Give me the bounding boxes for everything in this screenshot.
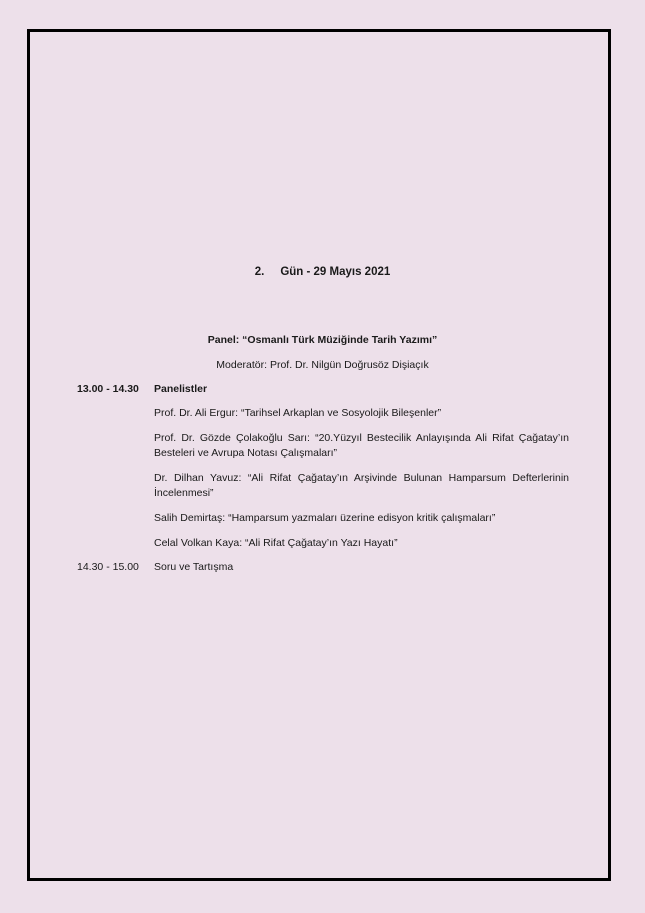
day-title: Gün - 29 Mayıs 2021 <box>280 266 391 278</box>
day-heading <box>0 266 645 278</box>
panelist-item: Salih Demirtaş: “Hamparsum yazmaları üzerine edisyon kritik çalışmaları” <box>154 512 496 524</box>
panel-title: Panel: “Osmanlı Türk Müziğinde Tarih Yazımı” <box>207 334 438 346</box>
session-time: 14.30 - 15.00 <box>77 561 139 573</box>
day-number: 2. <box>254 266 265 278</box>
panelist-item: Celal Volkan Kaya: “Ali Rifat Çağatay’ın Yazı Hayatı” <box>154 537 398 549</box>
panelist-item: Prof. Dr. Gözde Çolakoğlu Sarı: “20.Yüzyıl Bestecilik Anlayışında Ali Rifat Çağatay’ın Besteleri ve Avrupa Notası Çalışmaları” <box>154 432 569 459</box>
session-label: Panelistler <box>154 383 208 395</box>
panelist-item: Prof. Dr. Ali Ergur: “Tarihsel Arkaplan ve Sosyolojik Bileşenler” <box>154 407 442 419</box>
moderator-line: Moderatör: Prof. Dr. Nilgün Doğrusöz Dişiaçık <box>216 359 429 371</box>
session-time: 13.00 - 14.30 <box>77 383 139 395</box>
session-label: Soru ve Tartışma <box>154 561 234 573</box>
panelist-item: Dr. Dilhan Yavuz: “Ali Rifat Çağatay’ın Arşivinde Bulunan Hamparsum Defterlerinin İncelenmesi” <box>154 472 569 499</box>
